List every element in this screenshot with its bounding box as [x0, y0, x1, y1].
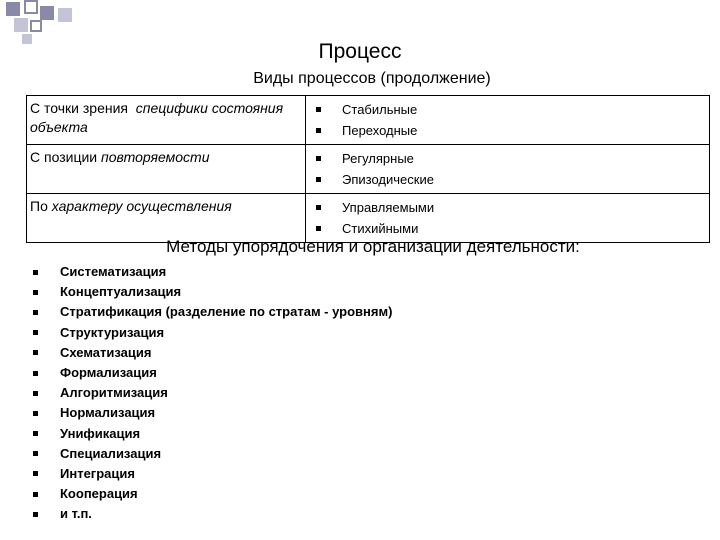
criterion-emphasis: характеру осуществления — [51, 198, 232, 214]
bullet-icon — [33, 411, 38, 416]
bullet-icon — [33, 451, 38, 456]
decor-square — [24, 0, 38, 14]
method-label: Алгоритмизация — [60, 385, 168, 401]
bullet-icon — [316, 205, 321, 210]
decor-square — [14, 18, 28, 32]
list-item — [33, 403, 392, 423]
bullet-icon — [33, 391, 38, 396]
method-label: Систематизация — [60, 264, 167, 280]
options-cell — [306, 145, 710, 194]
table-row — [27, 145, 710, 194]
bullet-icon — [316, 107, 321, 112]
options-cell — [306, 194, 710, 243]
method-label: Схематизация — [60, 344, 152, 360]
list-item — [316, 218, 706, 239]
criterion-cell — [27, 96, 306, 145]
criterion-prefix: С позиции — [30, 149, 98, 165]
method-label: Унификация — [60, 425, 141, 441]
bullet-icon — [316, 156, 321, 161]
method-label: Формализация — [60, 365, 157, 381]
option-label: Стихийными — [342, 221, 419, 236]
list-item — [33, 363, 392, 383]
slide-title: Процесс — [318, 40, 402, 63]
list-item — [33, 323, 392, 343]
list-item — [316, 197, 706, 218]
option-label: Эпизодические — [342, 172, 434, 187]
methods-list — [33, 262, 392, 524]
bullet-icon — [33, 512, 38, 517]
bullet-icon — [33, 492, 38, 497]
list-item — [33, 484, 392, 504]
option-label: Управляемыми — [342, 200, 435, 215]
list-item — [316, 120, 706, 141]
list-item — [316, 169, 706, 190]
list-item — [33, 444, 392, 464]
table-row — [27, 96, 710, 145]
decor-square — [30, 20, 42, 32]
option-label: Переходные — [342, 123, 418, 138]
option-label: Стабильные — [342, 102, 418, 117]
options-cell — [306, 96, 710, 145]
decor-square — [40, 6, 54, 20]
bullet-icon — [316, 177, 321, 182]
method-label: Интеграция — [60, 465, 135, 481]
bullet-icon — [33, 431, 38, 436]
criterion-emphasis: специфики состояния объекта — [30, 100, 284, 135]
process-types-table — [26, 95, 710, 243]
criterion-cell — [27, 194, 306, 243]
criterion-prefix: По — [30, 198, 48, 214]
method-label: Стратификация (разделение по стратам - уровням) — [60, 304, 393, 320]
list-item — [33, 504, 392, 524]
option-label: Регулярные — [342, 151, 414, 166]
list-item — [316, 148, 706, 169]
bullet-icon — [33, 350, 38, 355]
list-item — [33, 383, 392, 403]
list-item — [33, 424, 392, 444]
method-label: Концептуализация — [60, 284, 182, 300]
methods-heading: Методы упорядочения и организации деятельности: — [166, 237, 580, 256]
list-item — [33, 262, 392, 282]
method-label: Структуризация — [60, 324, 165, 340]
criterion-prefix: С точки зрения — [30, 100, 128, 116]
bullet-icon — [33, 290, 38, 295]
bullet-icon — [33, 471, 38, 476]
method-label: и т.п. — [60, 506, 92, 522]
bullet-icon — [33, 371, 38, 376]
method-label: Кооперация — [60, 486, 138, 502]
bullet-icon — [33, 310, 38, 315]
list-item — [33, 464, 392, 484]
list-item — [33, 302, 392, 322]
decor-square — [6, 2, 20, 16]
bullet-icon — [316, 128, 321, 133]
list-item — [316, 99, 706, 120]
criterion-emphasis: повторяемости — [101, 149, 210, 165]
decor-square — [58, 8, 72, 22]
slide-subtitle: Виды процессов (продолжение) — [253, 70, 491, 87]
list-item — [33, 282, 392, 302]
bullet-icon — [33, 330, 38, 335]
bullet-icon — [316, 226, 321, 231]
criterion-cell — [27, 145, 306, 194]
method-label: Специализация — [60, 445, 162, 461]
bullet-icon — [33, 270, 38, 275]
list-item — [33, 343, 392, 363]
table-row — [27, 194, 710, 243]
method-label: Нормализация — [60, 405, 156, 421]
